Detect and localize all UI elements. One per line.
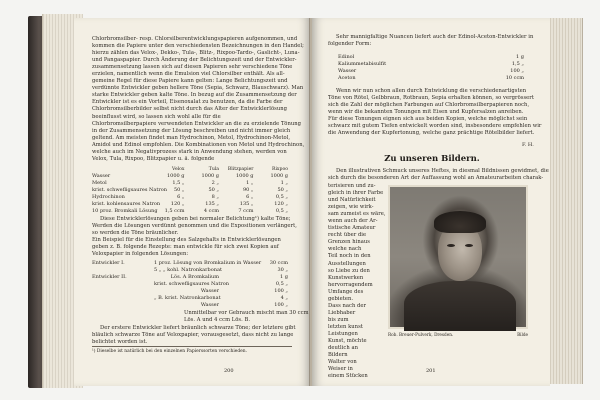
text-line: belichtet worden ist.: [92, 339, 148, 346]
text-line: Grenzen hinaus: [328, 239, 370, 246]
table-header-cell: Blitzpapier: [227, 167, 254, 172]
photo-caption-credit: Rob. Breuer-Pulverk, Dresden.: [388, 332, 454, 337]
table-cell: 4 „: [280, 295, 288, 302]
text-line: sam zumeist es wäre,: [328, 211, 386, 218]
right-paragraph: [328, 88, 542, 137]
text-line: tistische Amateur: [328, 225, 376, 232]
text-line: letzten kunst: [328, 323, 363, 330]
text-line: Weiser in: [328, 366, 353, 373]
table-cell: 1 g: [280, 274, 288, 281]
text-line: Der erstere Entwickler liefert bräunlich schwarze Töne; der letztere gibt: [100, 325, 296, 331]
edinol-formula: [328, 54, 528, 82]
text-line: deutlich an: [328, 345, 359, 352]
left-page: [74, 18, 310, 386]
text-line: Bildern: [328, 352, 348, 359]
table-row: [92, 288, 292, 295]
text-line: zeigen, wie wirk-: [328, 204, 374, 211]
table-cell: Wasser: [200, 302, 219, 309]
table-cell: Hydrochinon: [92, 194, 125, 201]
table-cell: 30 ccm: [269, 260, 288, 266]
left-page-number: 200: [224, 368, 234, 374]
table-cell: 8 „: [211, 194, 219, 201]
text-line: wenn auch der Ar-: [328, 218, 378, 225]
footnote: ¹) Dieselbe ist natürlich bei den einzelnen Papierssorten verschieden.: [92, 346, 292, 354]
table-cell: 6 „: [246, 194, 254, 201]
table-cell: krist. kohlensaures Natron: [92, 201, 161, 208]
text-line: Den illustrativen Schmuck unseres Heftes, in diesmal Bildnissen gewidmet, die: [336, 168, 549, 174]
text-line: und Pangaspapier. Durch Änderung der Belichtungszeit und der Entwickler-: [92, 57, 297, 64]
table-cell: Lös. A Bromkalium: [170, 274, 219, 281]
side-column-text: [328, 183, 386, 380]
text-line: sich durch die besonderen Art der Auffassung wohl an Amateurarbeiten charak-: [328, 175, 544, 182]
table-cell: 1000 g: [270, 173, 288, 180]
portrait-photo-frame: [388, 185, 528, 329]
text-line: terisieren und zu-: [328, 183, 376, 189]
text-line: welche nach: [328, 246, 362, 253]
text-line: einem Stücken: [328, 373, 368, 380]
table-cell: krist. schwefligsaures Natron: [92, 187, 167, 194]
open-book: [28, 10, 580, 390]
text-line: und Natürlichkeit: [328, 197, 376, 204]
text-line: zusammensetzung lassen sich auf diesen Papieren sehr verschiedene Töne: [92, 64, 293, 71]
table-row: [92, 187, 292, 194]
table-row: [328, 61, 528, 68]
text-line: hervorragendem: [328, 281, 373, 288]
table-cell: Metol: [92, 180, 107, 187]
table-row: [92, 173, 292, 180]
left-paragraph-4: [92, 325, 296, 346]
right-page: [312, 18, 550, 386]
text-line: Teil noch in den: [328, 253, 371, 260]
table-cell: 1000 g: [235, 173, 254, 180]
text-line: schwarz mit gutem Tiefen entwickelt worden sind, insbesondere empfehlen wir: [328, 123, 542, 130]
text-line: Töne von Rötel, Gelbbraun, Rotbraun, Sepia erhalten können, so vergrössert: [328, 95, 534, 102]
right-intro: [328, 34, 536, 48]
text-line: Ein Beispiel für die Einstellung des Salzgehalts in Entwicklerlösungen: [92, 237, 281, 244]
table-row: [328, 54, 528, 61]
table-row: [92, 180, 292, 187]
table-row: [328, 75, 528, 82]
table-cell: [92, 288, 154, 295]
table-cell: 90 „: [242, 187, 254, 194]
text-line: geltend. Am meisten findet man Hydrochinon, Metol, Hydrochinon-Metol,: [92, 134, 291, 141]
table-cell: 100 „: [274, 288, 288, 295]
table-cell: 0,5 „: [275, 194, 288, 201]
table-cell: Wasser: [200, 288, 219, 295]
text-line: beeinflusst wird, so lassen sich wohl alle für die: [92, 113, 221, 120]
text-line: Liebhaber: [328, 309, 356, 316]
photo-caption-label: Bilde: [517, 332, 528, 337]
table-cell: 100 „: [510, 68, 524, 75]
table-cell: 10 proz. Bromkali Lösung: [92, 208, 158, 215]
text-line: in der Zusammensetzung der Lösung beschreiben und nicht immer gleich: [92, 127, 291, 134]
figure-intro: [328, 168, 549, 182]
table-row: [92, 281, 292, 288]
table-row: [92, 201, 292, 208]
text-line: die Anwendung der Kupfertonung, welche ganz prächtige Rötelbilder liefert.: [328, 130, 535, 137]
text-line: so Liebe zu den: [328, 267, 370, 274]
text-line: Kunstwerken: [328, 274, 364, 281]
left-paragraph-1: [92, 36, 305, 163]
table-cell: 1,5 „: [511, 61, 524, 68]
text-line: Wenn wir nun schon allen durch Entwicklung die verschiedenartigsten: [336, 88, 527, 94]
table-cell: 1 g: [516, 54, 524, 60]
text-line: Diese Entwicklerlösungen geben bei normaler Belichtung¹) kalte Töne;: [100, 216, 291, 222]
text-line: Chlorbromsilberpapiere verwendeten Entwickler an die zu erzielende Tönung: [92, 120, 302, 127]
table-row: [92, 302, 292, 309]
photo-caption: [388, 332, 528, 337]
table-cell: Entwickler II.: [92, 274, 127, 281]
portrait-photo: [390, 187, 526, 327]
section-title: Zu unseren Bildern.: [384, 154, 480, 164]
text-line: Lös. A und 4 ccm Lös. B.: [184, 317, 251, 324]
text-line: Ausstellungen: [328, 260, 366, 267]
developer-table: [92, 166, 292, 215]
text-line: Chlorbromsilber- resp. Chlorsilberentwicklungspapieren aufgenommen, und: [92, 36, 298, 42]
table-cell: 135 „: [239, 201, 254, 208]
table-cell: 10 ccm: [505, 75, 524, 82]
text-line: Umfange des: [328, 288, 364, 295]
table-cell: Edinol: [338, 54, 355, 60]
text-line: bläulich schwarze Töne auf Veloxpapier, vorausgesetzt, dass nicht zu lange: [92, 332, 294, 339]
text-line: sich die Zahl der möglichen Farbungen auf Chlorbromsilberpapieren noch,: [328, 102, 530, 109]
table-cell: 50 „: [173, 187, 185, 194]
table-cell: 50 „: [208, 187, 219, 194]
table-cell: 5 „ „ kohl. Natronkarbonat: [154, 267, 222, 274]
table-cell: 7 ccm: [238, 208, 254, 215]
recipe-table: [92, 260, 292, 309]
table-cell: Kaliummetabisulfit: [338, 61, 387, 68]
table-cell: 1 „: [246, 180, 254, 187]
table-cell: 0,5 „: [275, 208, 288, 215]
table-cell: 1,5 „: [172, 180, 185, 187]
text-line: gleich in ihrer Farbe: [328, 190, 384, 197]
signature: F. H.: [522, 142, 534, 148]
table-cell: 1000 g: [201, 173, 219, 180]
text-line: erzielen, namentlich wenn die Emulsion viel Chlorsilber enthält. Als all-: [92, 71, 285, 78]
text-line: Walter von: [328, 359, 357, 366]
text-line: Chlorbromsilberbilder selbst nicht durch das Alter der Entwicklerlösung: [92, 106, 288, 113]
table-cell: 2 „: [211, 180, 219, 187]
text-line: hierzu zählen das Velox-, Dekko-, Tula-, Blitz-, Rixpoo-Tardo-, Gaslicht-, Luna-: [92, 50, 300, 57]
table-cell: 1 proz. Lösung von Bromkalium in Wasser: [154, 260, 262, 266]
table-row: [92, 208, 292, 215]
table-cell: [92, 281, 154, 288]
table-cell: 120 „: [274, 201, 288, 208]
text-line: welche auch im Negativprozess stark in Anwendung stehen, werden von: [92, 148, 287, 155]
table-cell: [92, 267, 154, 274]
text-line: Unmittelbar vor Gebrauch mischt man 30 ccm: [184, 310, 309, 316]
table-row: [92, 295, 292, 302]
table-row: [92, 260, 292, 267]
table-cell: 4 ccm: [203, 208, 219, 215]
left-paragraph-3: [184, 310, 309, 324]
text-line: bis zum: [328, 316, 349, 323]
table-cell: Wasser: [92, 173, 111, 180]
table-header-row: [92, 166, 292, 173]
text-line: verdünnte Entwickler geben hellere Töne (Sepia, Schwarz, Blauschwarz). Man: [92, 85, 304, 92]
table-row: [92, 267, 292, 274]
table-cell: 0,5 „: [275, 281, 288, 288]
table-cell: 135 „: [205, 201, 219, 208]
text-line: gemeine Regel für diese Papiere kann gelten: Lange Belichtungszeit und: [92, 78, 288, 85]
text-line: kommen die Papiere unter den verschiedensten Bezeichnungen in den Handel;: [92, 43, 304, 50]
table-cell: 100 „: [274, 302, 288, 309]
text-line: Veloxpapier in folgenden Lösungen:: [92, 251, 189, 258]
text-line: geben z. B. folgende Rezepte: man entwickle für sich zwei Kopien auf: [92, 244, 279, 251]
text-line: Dass nach der: [328, 302, 367, 309]
text-line: Für diese Tonungen eignen sich aus beiden Kopien, welche möglichst sein: [328, 116, 528, 123]
table-cell: 6 „: [177, 194, 185, 201]
table-row: [328, 68, 528, 75]
table-cell: [92, 302, 154, 309]
text-line: Leistungen: [328, 330, 358, 337]
text-line: Entwickler ist es ein Vorteil, Eisenoxalat zu benutzen, da die Farbe der: [92, 99, 283, 106]
table-cell: 1,5 ccm: [164, 208, 185, 215]
table-cell: krist. schwefligsaures Natron: [154, 281, 229, 288]
table-row: [92, 274, 292, 281]
table-cell: Wasser: [338, 68, 357, 75]
table-cell: Entwickler I.: [92, 260, 125, 266]
text-line: Werden die Lösungen verdünnt genommen und die Expositionen verlängert,: [92, 223, 297, 230]
table-header-cell: [92, 166, 154, 173]
table-cell: „ B. krist. Natronkarbonat: [154, 295, 221, 302]
table-header-cell: Rixpoo: [272, 167, 288, 172]
text-line: recht über die: [328, 232, 367, 239]
right-page-number: 201: [426, 368, 436, 374]
table-header-cell: Tula: [208, 167, 219, 172]
text-line: Velox, Tula, Rixpoo, Blitzpapier u. ä. folgende: [92, 155, 215, 162]
table-cell: 30 „: [277, 267, 288, 274]
page-edges-right: [548, 18, 583, 384]
table-row: [92, 194, 292, 201]
text-line: so werden die Töne bräunlicher.: [92, 230, 179, 237]
text-line: gebieten.: [328, 295, 354, 302]
table-cell: 50 „: [277, 187, 288, 194]
text-line: Amidol und Edinol empfohlen. Die Kombinationen von Metol und Hydrochinon,: [92, 141, 305, 148]
table-cell: Aceton: [338, 75, 356, 82]
table-cell: 1000 g: [166, 173, 185, 180]
text-line: wenn wir die bekannten Tonungen mit Eisen und Kupfersalzen anreiben.: [328, 109, 524, 116]
text-line: Sehr mannigfaltige Nuancen liefert auch der Edinol-Aceton-Entwickler in: [336, 34, 534, 40]
table-cell: 1 „: [280, 180, 288, 187]
table-cell: [92, 295, 154, 302]
table-header-cell: Velox: [172, 167, 185, 172]
table-cell: 120 „: [170, 201, 185, 208]
left-paragraph-2: [92, 216, 297, 258]
text-line: folgender Form:: [328, 41, 372, 48]
text-line: starke Entwickler geben kalte Töne. In bezug auf die Zusammensetzung der: [92, 92, 297, 99]
text-line: Kunst, möchte: [328, 338, 367, 345]
